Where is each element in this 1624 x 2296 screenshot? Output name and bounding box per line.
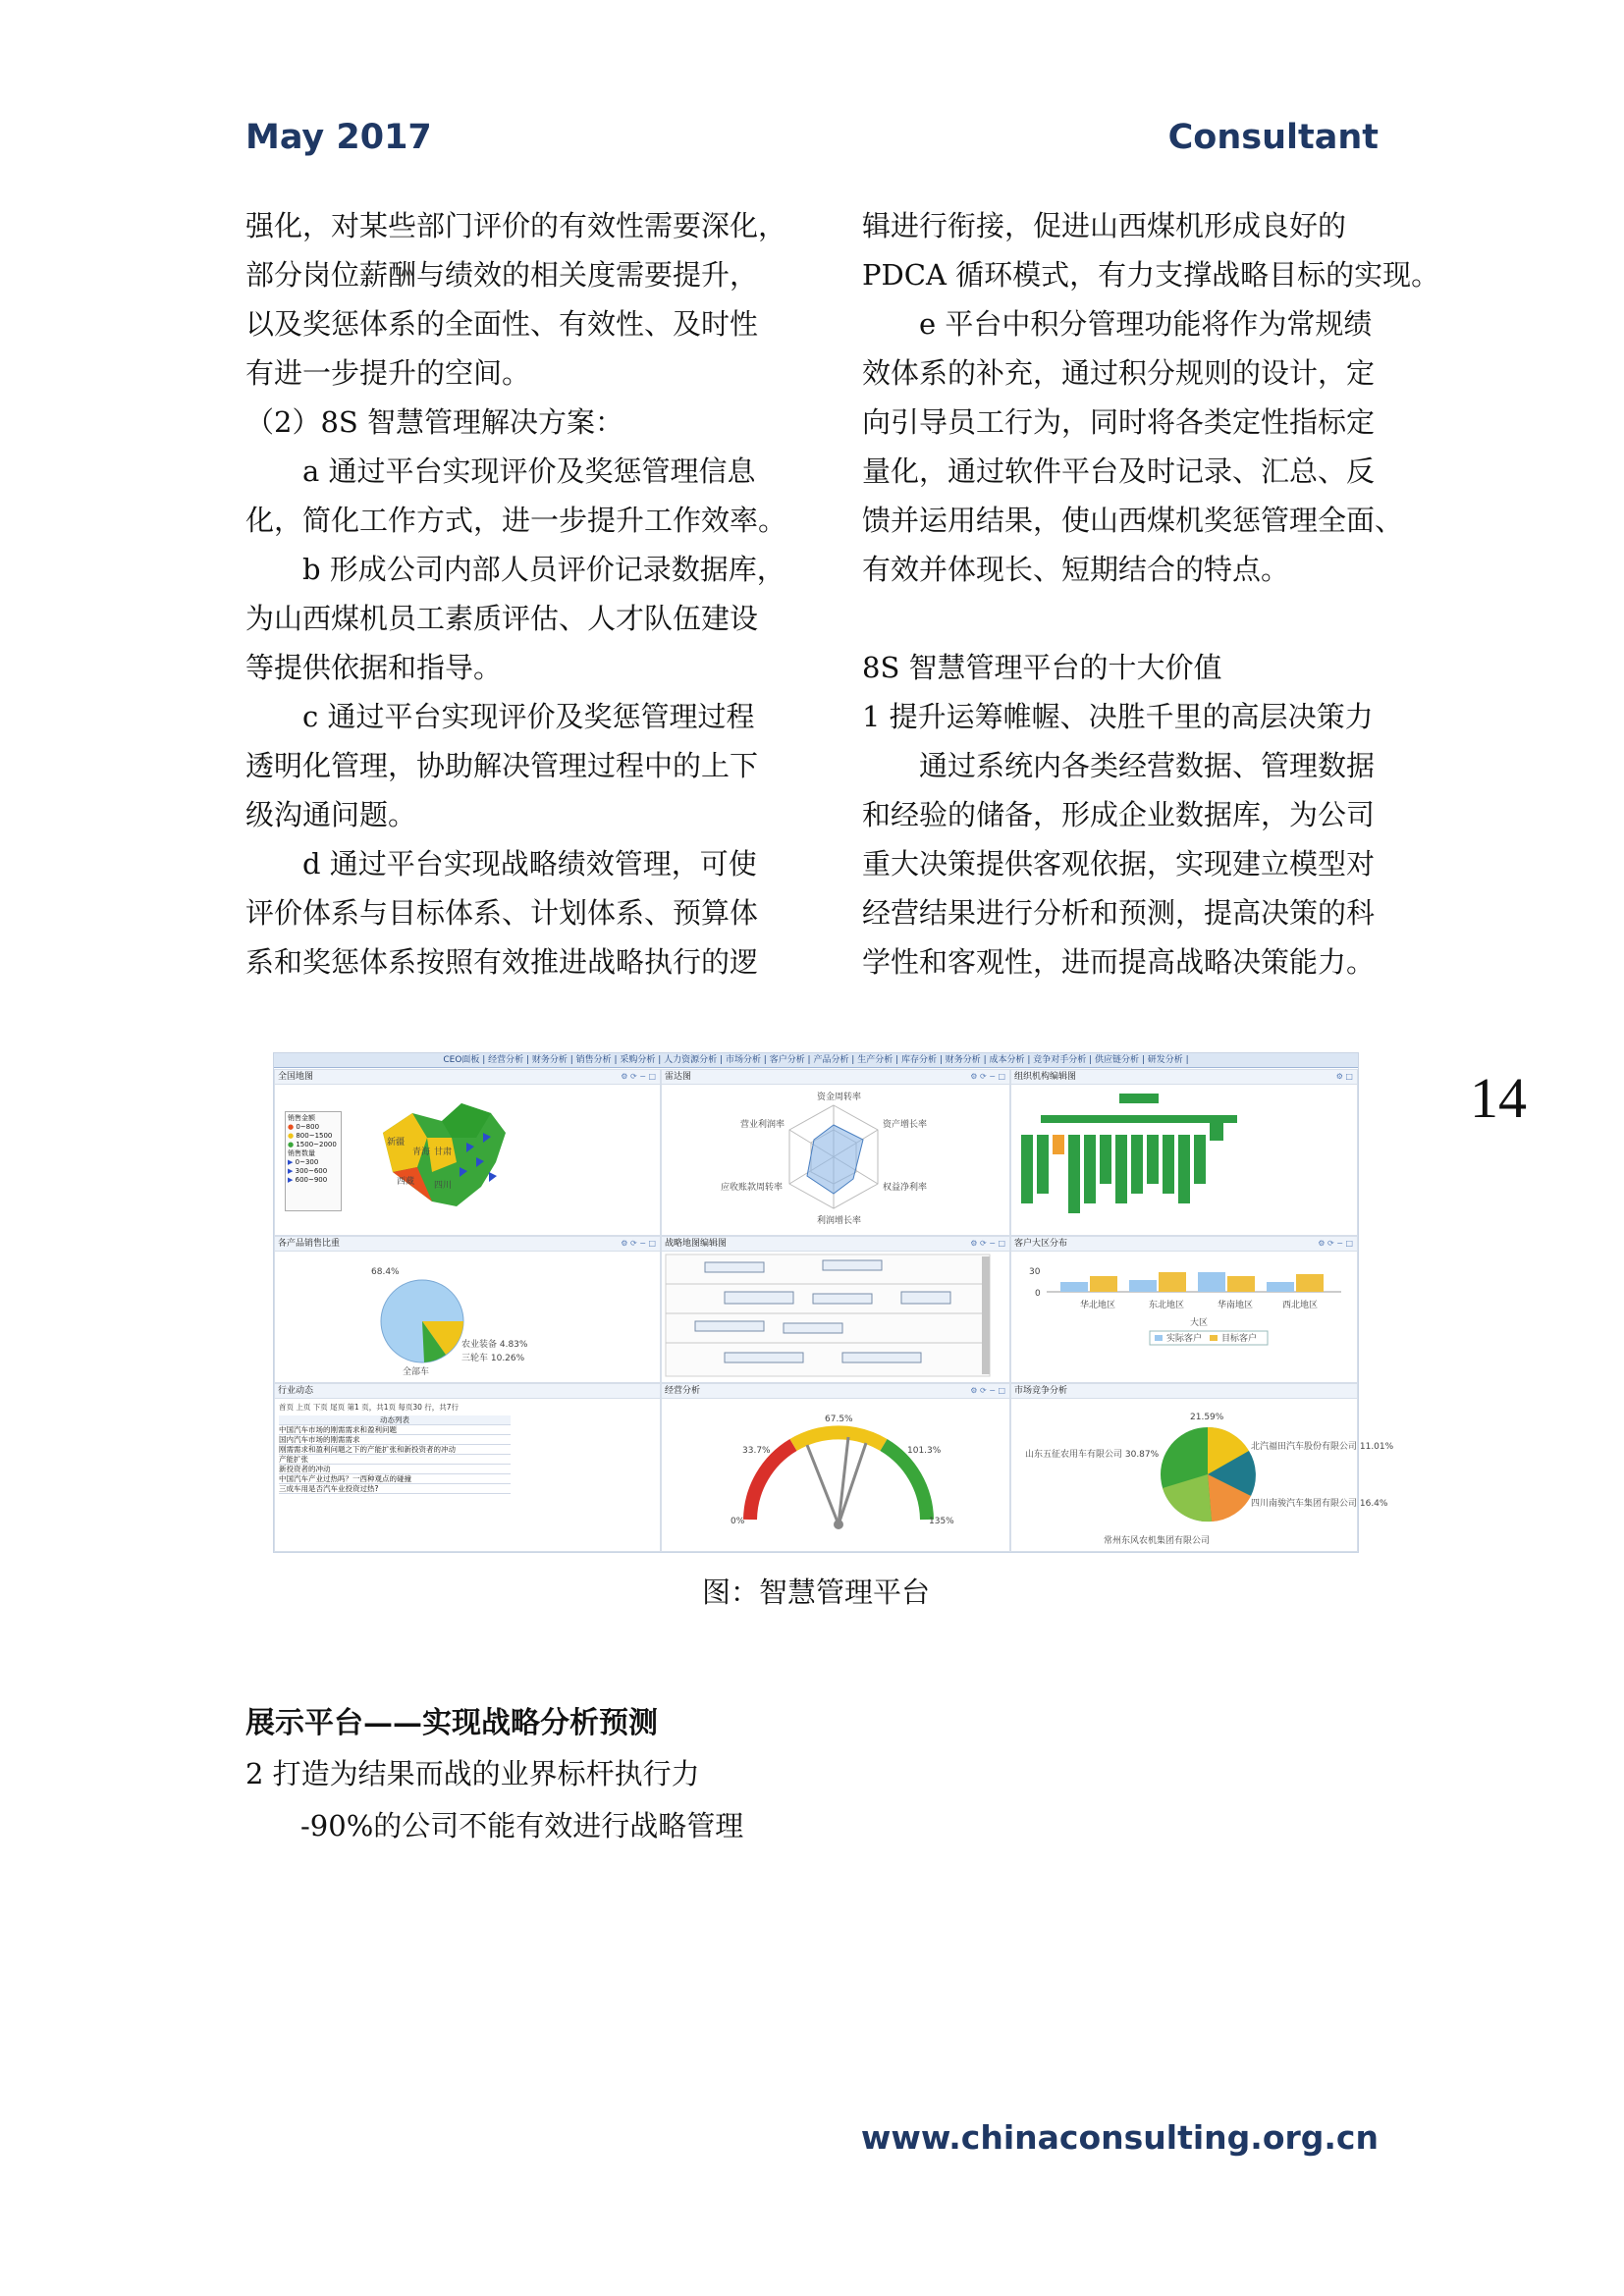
news-pagination[interactable]: 首页 上页 下页 尾页 第1 页，共1页 每页30 行，共7行	[279, 1403, 460, 1412]
customer-bar-chart	[1017, 1253, 1351, 1380]
radar-chart	[691, 1086, 976, 1233]
panel-title: 战略地图编辑图	[662, 1237, 1009, 1252]
news-item[interactable]: 新投资者的冲动	[279, 1465, 511, 1474]
figure-caption: 图：智慧管理平台	[702, 1575, 931, 1609]
svg-text:华北地区: 华北地区	[1080, 1301, 1116, 1310]
svg-text:大区: 大区	[1190, 1318, 1209, 1328]
text-line: d 通过平台实现战略绩效管理，可使	[302, 847, 757, 881]
page-number: 14	[1470, 1066, 1527, 1130]
svg-text:目标客户: 目标客户	[1221, 1334, 1258, 1344]
news-item[interactable]: 三成车用是否汽车业投资过热?	[279, 1484, 511, 1494]
svg-text:西藏: 西藏	[397, 1177, 415, 1187]
section-line-2: -90%的公司不能有效进行战略管理	[300, 1809, 744, 1842]
svg-text:0: 0	[1035, 1289, 1041, 1299]
text-line: 为山西煤机员工素质评估、人才队伍建设	[245, 602, 759, 635]
svg-text:西北地区: 西北地区	[1282, 1301, 1319, 1310]
competition-pie-chart	[1015, 1400, 1394, 1549]
dashboard-menu-bar[interactable]: CEO面板 | 经营分析 | 财务分析 | 销售分析 | 采购分析 | 人力资源分析 | 市场分析 | 客户分析 | 产品分析 | 生产分析 | 库存分析 | 财务分析 | 成本分析 | 竞争对手分析 | 供应链分析 | 研发分析 |	[274, 1053, 1358, 1068]
text-line: 通过系统内各类经营数据、管理数据	[919, 749, 1376, 782]
panel-tools-icon[interactable]: ⚙ ⟳ − □	[621, 1239, 656, 1248]
text-line: 有效并体现长、短期结合的特点。	[862, 553, 1290, 586]
text-line: 和经验的储备，形成企业数据库，为公司	[862, 798, 1376, 831]
svg-text:北汽福田汽车股份有限公司 11.01%: 北汽福田汽车股份有限公司 11.01%	[1251, 1442, 1394, 1452]
panel-product-sales-share	[274, 1236, 661, 1383]
svg-text:实际客户: 实际客户	[1166, 1334, 1203, 1344]
text-line: 8S 智慧管理平台的十大价值	[862, 651, 1222, 684]
footer-url[interactable]: www.chinaconsulting.org.cn	[860, 2118, 1379, 2157]
text-line: 学性和客观性，进而提高战略决策能力。	[862, 945, 1376, 979]
strategy-map-diagram	[666, 1255, 1000, 1378]
panel-org-chart	[1010, 1069, 1358, 1236]
text-line: 效体系的补充，通过积分规则的设计，定	[862, 356, 1376, 390]
svg-text:68.4%: 68.4%	[371, 1267, 400, 1277]
bar-actual	[1129, 1280, 1157, 1292]
panel-radar	[661, 1069, 1010, 1236]
panel-tools-icon[interactable]: ⚙ ⟳ − □	[1318, 1239, 1353, 1248]
text-line: 部分岗位薪酬与绩效的相关度需要提升，	[245, 258, 759, 292]
text-line: 强化，对某些部门评价的有效性需要深化，	[245, 209, 787, 242]
panel-market-competition	[1010, 1383, 1394, 1552]
panel-title: 行业动态	[275, 1384, 660, 1399]
svg-text:135%: 135%	[929, 1517, 954, 1526]
svg-text:营业利润率: 营业利润率	[740, 1120, 785, 1130]
text-line: b 形成公司内部人员评价记录数据库，	[302, 553, 785, 586]
svg-text:权益净利率: 权益净利率	[883, 1183, 928, 1193]
panel-title: 客户大区分布	[1011, 1237, 1357, 1252]
svg-text:四川: 四川	[434, 1181, 453, 1191]
text-line: PDCA 循环模式，有力支撑战略目标的实现。	[862, 258, 1440, 292]
panel-customer-region	[1010, 1236, 1358, 1383]
text-line: 级沟通问题。	[245, 798, 417, 831]
text-line: 化，简化工作方式，进一步提升工作效率。	[245, 504, 787, 537]
news-item[interactable]: 中国汽车市场的刚需需求和盈利问题	[279, 1425, 511, 1435]
product-pie-chart	[363, 1253, 560, 1380]
text-line: 1 提升运筹帷幄、决胜千里的高层决策力	[862, 700, 1374, 733]
svg-text:利润增长率: 利润增长率	[817, 1216, 862, 1226]
svg-text:应收账款周转率: 应收账款周转率	[721, 1183, 784, 1193]
text-line: 透明化管理，协助解决管理过程中的上下	[245, 749, 759, 782]
text-line: 经营结果进行分析和预测，提高决策的科	[862, 896, 1376, 930]
panel-industry-news	[274, 1383, 661, 1552]
panel-title: 市场竞争分析	[1011, 1384, 1357, 1399]
svg-text:农业装备 4.83%: 农业装备 4.83%	[461, 1340, 528, 1350]
text-line: a 通过平台实现评价及奖惩管理信息	[302, 454, 756, 488]
news-list-title: 动态列表	[279, 1415, 511, 1425]
bar-target	[1090, 1276, 1117, 1292]
news-item[interactable]: 国内汽车市场的刚需需求	[279, 1435, 511, 1445]
svg-text:资金周转率: 资金周转率	[817, 1093, 862, 1102]
news-item[interactable]: 刚需需求和盈利问题之下的产能扩张和新投资者的冲动	[279, 1445, 511, 1455]
panel-tools-icon[interactable]: ⚙ □	[1335, 1072, 1353, 1081]
text-line: 等提供依据和指导。	[245, 651, 503, 684]
map-legend: 销售金额 ● 0~800 ● 800~1500 ● 1500~2000 销售数量 ▶ 0~300 ▶ 300~600 ▶ 600~900	[285, 1111, 342, 1211]
svg-text:常州东风农机集团有限公司: 常州东风农机集团有限公司	[1104, 1536, 1211, 1546]
svg-text:山东五征农用车有限公司 30.87%: 山东五征农用车有限公司 30.87%	[1025, 1450, 1160, 1460]
panel-title: 组织机构编辑图	[1011, 1070, 1357, 1085]
blank-line	[862, 594, 1439, 643]
panel-strategy-map	[661, 1236, 1010, 1383]
org-chart	[1021, 1092, 1257, 1229]
right-text-column	[862, 201, 1439, 987]
bar-target	[1159, 1272, 1186, 1292]
text-line: 馈并运用结果，使山西煤机奖惩管理全面、	[862, 504, 1404, 537]
text-line: 辑进行衔接，促进山西煤机形成良好的	[862, 209, 1347, 242]
svg-text:甘肃: 甘肃	[434, 1148, 453, 1157]
bar-target	[1227, 1276, 1255, 1292]
news-item[interactable]: 中国汽车产业过热吗？一西种观点的碰撞	[279, 1474, 511, 1484]
svg-text:三轮车 10.26%: 三轮车 10.26%	[461, 1354, 525, 1363]
panel-title: 各产品销售比重	[275, 1237, 660, 1252]
panel-operations-gauge	[661, 1383, 1010, 1552]
text-line: e 平台中积分管理功能将作为常规绩	[919, 307, 1373, 341]
panel-tools-icon[interactable]: ⚙ ⟳ − □	[970, 1239, 1005, 1248]
panel-title: 全国地图	[275, 1070, 660, 1085]
panel-tools-icon[interactable]: ⚙ ⟳ − □	[621, 1072, 656, 1081]
section-line-1: 2 打造为结果而战的业界标杆执行力	[245, 1757, 700, 1790]
svg-text:30: 30	[1029, 1267, 1041, 1277]
svg-text:华南地区: 华南地区	[1218, 1301, 1254, 1310]
panel-tools-icon[interactable]: ⚙ ⟳ − □	[970, 1386, 1005, 1395]
text-line: 以及奖惩体系的全面性、有效性、及时性	[245, 307, 759, 341]
publication-name: Consultant	[1167, 118, 1379, 157]
bar-target	[1296, 1274, 1324, 1292]
svg-text:0%: 0%	[731, 1517, 745, 1526]
svg-text:资产增长率: 资产增长率	[883, 1120, 928, 1130]
china-map	[373, 1094, 520, 1221]
svg-text:67.5%: 67.5%	[825, 1415, 853, 1424]
text-line: 重大决策提供客观依据，实现建立模型对	[862, 847, 1376, 881]
panel-national-map	[274, 1069, 661, 1236]
news-item[interactable]: 产能扩张	[279, 1455, 511, 1465]
issue-date: May 2017	[245, 118, 432, 157]
text-line: 系和奖惩体系按照有效推进战略执行的逻	[245, 945, 759, 979]
section-title: 展示平台——实现战略分析预测	[245, 1706, 658, 1740]
svg-text:新疆: 新疆	[387, 1138, 406, 1148]
panel-tools-icon[interactable]: ⚙ ⟳ − □	[970, 1072, 1005, 1081]
panel-title: 经营分析	[662, 1384, 1009, 1399]
bar-actual	[1198, 1272, 1225, 1292]
text-line: 向引导员工行为，同时将各类定性指标定	[862, 405, 1376, 439]
text-line: 有进一步提升的空间。	[245, 356, 531, 390]
dashboard-figure	[273, 1052, 1394, 1553]
left-text-column	[245, 201, 786, 987]
text-line: c 通过平台实现评价及奖惩管理过程	[302, 700, 755, 733]
svg-text:33.7%: 33.7%	[742, 1446, 771, 1456]
bar-actual	[1060, 1282, 1088, 1292]
svg-text:东北地区: 东北地区	[1149, 1301, 1185, 1310]
svg-text:21.59%: 21.59%	[1190, 1413, 1224, 1422]
bar-actual	[1267, 1282, 1294, 1292]
news-list	[279, 1415, 511, 1494]
text-line: （2）8S 智慧管理解决方案：	[245, 405, 623, 439]
text-line: 量化，通过软件平台及时记录、汇总、反	[862, 454, 1376, 488]
svg-text:全部车: 全部车	[403, 1367, 430, 1377]
panel-title: 雷达图	[662, 1070, 1009, 1085]
text-line: 评价体系与目标体系、计划体系、预算体	[245, 896, 759, 930]
svg-text:101.3%: 101.3%	[907, 1446, 942, 1456]
svg-text:青海: 青海	[412, 1148, 431, 1157]
svg-text:四川南骏汽车集团有限公司 16.4%: 四川南骏汽车集团有限公司 16.4%	[1251, 1499, 1388, 1509]
gauge-chart	[701, 1402, 976, 1549]
